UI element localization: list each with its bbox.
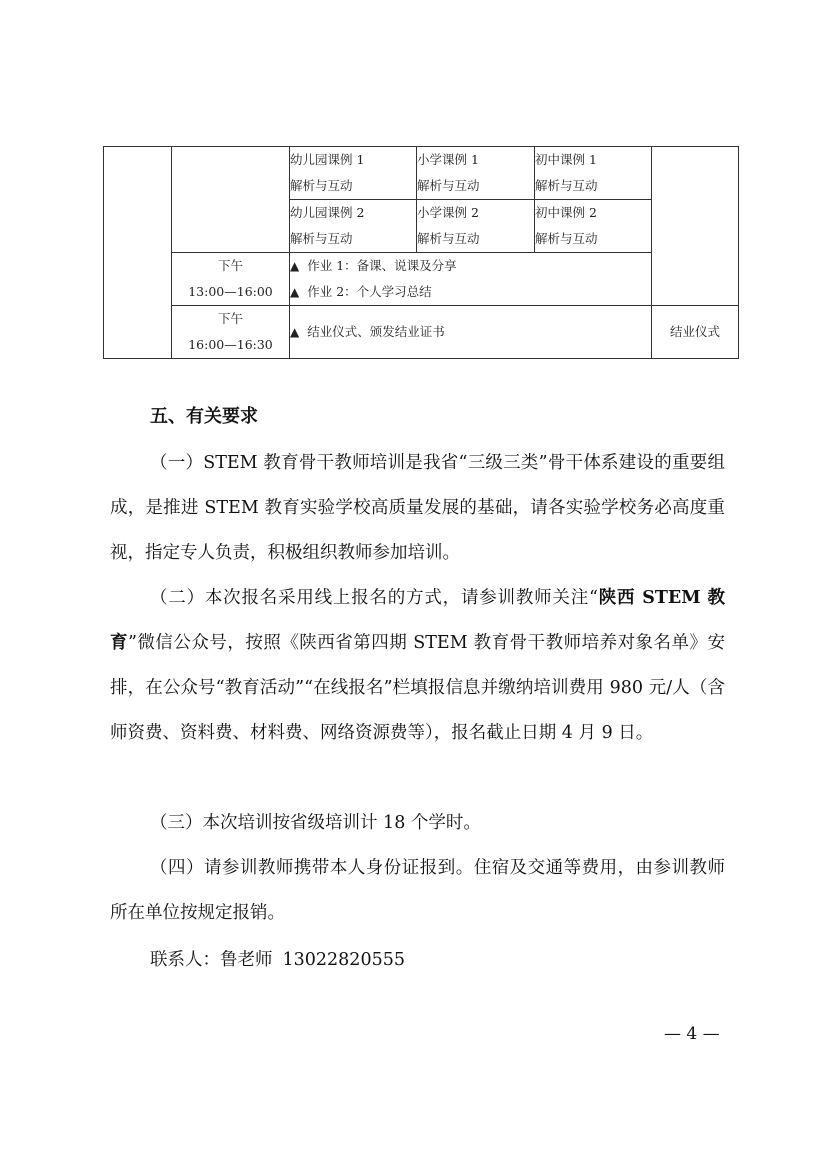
paragraph-2: （二）本次报名采用线上报名的方式，请参训教师关注“陕西 STEM 教育”微信公众号，按照《陕西省第四期 STEM 教育骨干教师培养对象名单》安排，在公众号“教育活动”“在线报名”栏填报信息并缴纳培训费用 980 元/人（含师资费、资料费、材料费、网络资源费等），报名截止日期 4 月 9 日。 bbox=[110, 588, 726, 743]
kindergarten-course-cell: 幼儿园课例 2 解析与互动 bbox=[290, 200, 417, 253]
contact-line bbox=[150, 938, 405, 983]
junior-course-cell: 初中课例 1 解析与互动 bbox=[535, 147, 652, 200]
triangle-bullet-icon: ▲ bbox=[290, 285, 300, 299]
contact-label: 联系人：鲁老师 bbox=[150, 950, 273, 970]
junior-course-cell: 初中课例 2 解析与互动 bbox=[535, 200, 652, 253]
table-row bbox=[104, 147, 739, 200]
paragraph-1: （一）STEM 教育骨干教师培训是我省“三级三类”骨干体系建设的重要组成，是推进 STEM 教育实验学校高质量发展的基础，请各实验学校务必高度重视，指定专人负责，积极组织教师参加培训。 bbox=[110, 453, 725, 563]
date-cell bbox=[104, 147, 172, 359]
tasks-cell bbox=[290, 253, 652, 306]
primary-course-cell: 小学课例 2 解析与互动 bbox=[417, 200, 535, 253]
table-row bbox=[104, 306, 739, 359]
note-cell bbox=[652, 147, 739, 306]
page-number: — 4 — bbox=[664, 1024, 720, 1044]
kindergarten-course-cell: 幼儿园课例 1 解析与互动 bbox=[290, 147, 417, 200]
triangle-bullet-icon: ▲ bbox=[290, 325, 300, 339]
section-heading: 五、有关要求 bbox=[150, 406, 258, 427]
primary-course-cell: 小学课例 1 解析与互动 bbox=[417, 147, 535, 200]
account-name: 陕西 STEM 教育 bbox=[110, 588, 725, 653]
paragraph-4: （四）请参训教师携带本人身份证报到。住宿及交通等费用，由参训教师所在单位按规定报销。 bbox=[110, 858, 725, 923]
list-item: ▲ 作业 1：备课、说课及分享 bbox=[290, 258, 457, 273]
list-item: ▲ 作业 2：个人学习总结 bbox=[290, 284, 432, 299]
time-cell bbox=[172, 147, 290, 253]
table-row bbox=[104, 253, 739, 306]
note-cell: 结业仪式 bbox=[652, 306, 739, 359]
paragraph-3: （三）本次培训按省级培训计 18 个学时。 bbox=[150, 813, 481, 833]
time-cell: 下午 16:00—16:30 bbox=[172, 306, 290, 359]
list-item: ▲ 结业仪式、颁发结业证书 bbox=[290, 324, 445, 339]
contact-phone: 13022820555 bbox=[282, 950, 405, 970]
time-cell: 下午 13:00—16:00 bbox=[172, 253, 290, 306]
schedule-table bbox=[103, 146, 739, 359]
triangle-bullet-icon: ▲ bbox=[290, 259, 300, 273]
tasks-cell bbox=[290, 306, 652, 359]
